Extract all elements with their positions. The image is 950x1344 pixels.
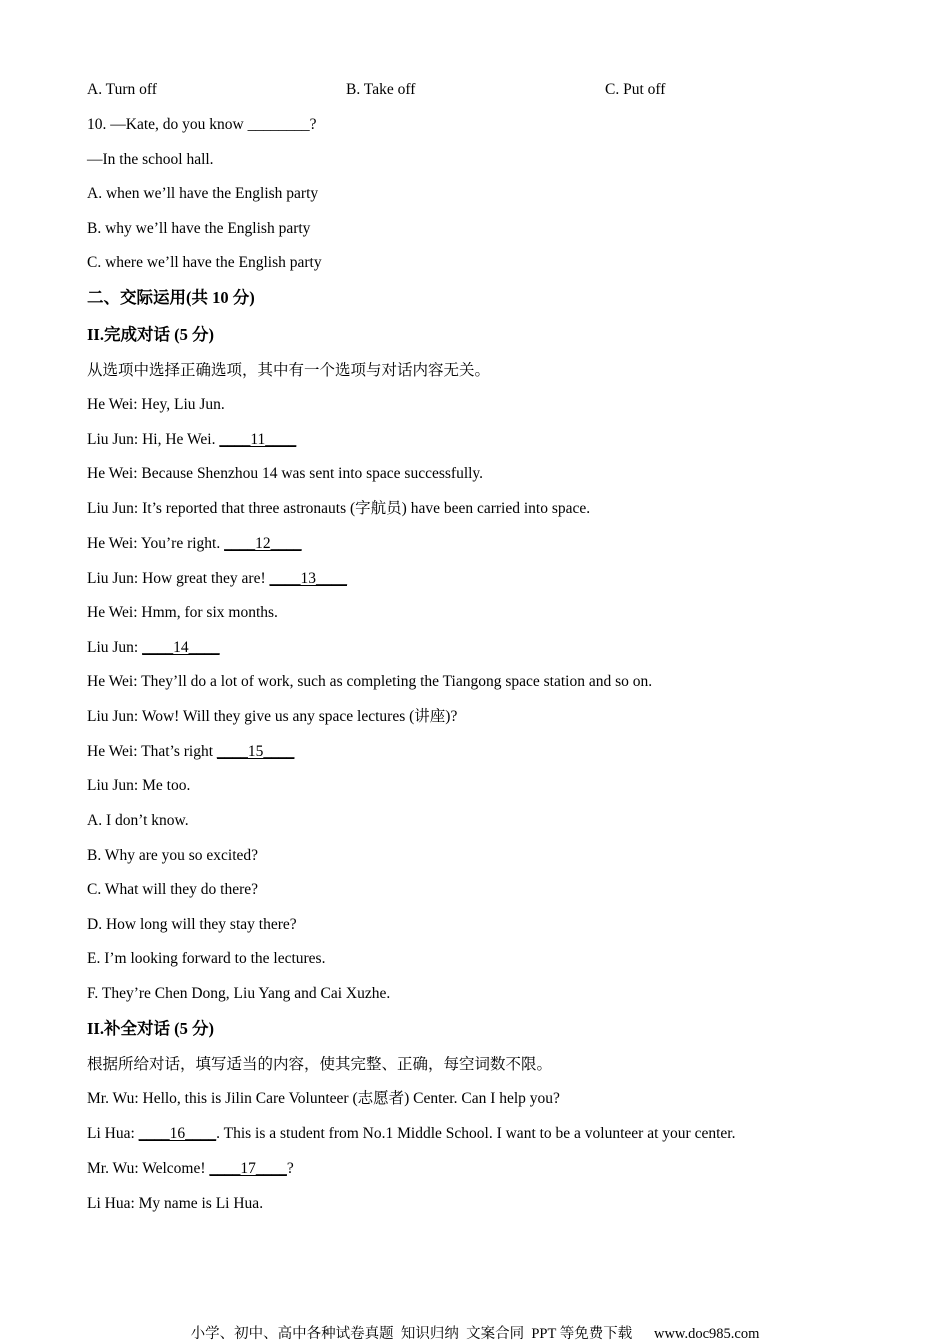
blank-15: ____15____ [216, 743, 295, 760]
dialogue-line: Mr. Wu: Hello, this is Jilin Care Volunteer (志愿者) Center. Can I help you? [87, 1090, 560, 1107]
dialogue-text: He Wei: That’s right [87, 743, 217, 760]
dialogue-text: He Wei: You’re right. [87, 535, 225, 552]
dialogue-text: Liu Jun: [87, 639, 143, 656]
dialogue-text: Li Hua: [87, 1125, 139, 1142]
dialogue-line [87, 430, 296, 450]
dialogue-text: . This is a student from No.1 Middle School. I want to be a volunteer at your center. [216, 1125, 736, 1142]
blank-12: ____12____ [224, 535, 302, 552]
blank-11: ____11____ [219, 431, 297, 448]
part-1-instruction: 从选项中选择正确选项，其中有一个选项与对话内容无关。 [87, 362, 491, 379]
blank-13: ____13____ [269, 570, 347, 587]
section-2-heading: 二、交际运用(共 10 分) [87, 288, 255, 307]
part-1-option-b: B. Why are you so excited? [87, 847, 259, 864]
question-10-text: 10. —Kate, do you know [87, 116, 248, 133]
dialogue-line [87, 534, 302, 554]
dialogue-line: Liu Jun: Me too. [87, 777, 191, 794]
dialogue-line: He Wei: They’ll do a lot of work, such as completing the Tiangong space station and so on. [87, 673, 653, 690]
blank-16: ____16____ [138, 1125, 217, 1142]
part-1-option-f: F. They’re Chen Dong, Liu Yang and Cai Xuzhe. [87, 985, 391, 1002]
question-10-option-a: A. when we’ll have the English party [87, 185, 319, 202]
dialogue-line [87, 1124, 735, 1144]
part-1-option-a: A. I don’t know. [87, 812, 189, 829]
dialogue-text: ? [286, 1160, 294, 1177]
question-10-blank: ________ [247, 116, 310, 133]
dialogue-line: He Wei: Because Shenzhou 14 was sent into space successfully. [87, 465, 484, 482]
option-b-take-off: B. Take off [346, 81, 416, 98]
dialogue-line [87, 638, 220, 658]
dialogue-line: He Wei: Hey, Liu Jun. [87, 396, 225, 413]
dialogue-text: Liu Jun: How great they are! [87, 570, 270, 587]
blank-17: ____17____ [209, 1160, 287, 1177]
dialogue-line [87, 742, 294, 762]
page-footer: 小学、初中、高中各种试卷真题 知识归纳 文案合同 PPT 等免费下载 www.doc985.com [190, 1326, 760, 1342]
question-10-answer: —In the school hall. [87, 151, 214, 168]
question-10 [87, 115, 316, 135]
dialogue-text: Mr. Wu: Welcome! [87, 1160, 210, 1177]
part-1-option-c: C. What will they do there? [87, 881, 259, 898]
dialogue-line: Liu Jun: It’s reported that three astronauts (字航员) have been carried into space. [87, 500, 591, 517]
dialogue-line: He Wei: Hmm, for six months. [87, 604, 278, 621]
dialogue-text: Liu Jun: Hi, He Wei. [87, 431, 220, 448]
dialogue-line: Liu Jun: Wow! Will they give us any space lectures (讲座)? [87, 708, 458, 725]
dialogue-line [87, 569, 347, 589]
question-10-option-b: B. why we’ll have the English party [87, 220, 311, 237]
question-10-option-c: C. where we’ll have the English party [87, 254, 322, 271]
part-1-option-d: D. How long will they stay there? [87, 916, 297, 933]
dialogue-line [87, 1159, 294, 1179]
option-c-put-off: C. Put off [605, 81, 666, 98]
question-10-end: ? [309, 116, 317, 133]
blank-14: ____14____ [142, 639, 220, 656]
part-2-instruction: 根据所给对话，填写适当的内容，使其完整、正确，每空词数不限。 [87, 1056, 553, 1073]
option-a-turn-off: A. Turn off [87, 81, 157, 98]
dialogue-line: Li Hua: My name is Li Hua. [87, 1195, 264, 1212]
part-2-heading: II.补全对话 (5 分) [87, 1019, 214, 1038]
part-1-heading: II.完成对话 (5 分) [87, 325, 214, 344]
part-1-option-e: E. I’m looking forward to the lectures. [87, 950, 326, 967]
